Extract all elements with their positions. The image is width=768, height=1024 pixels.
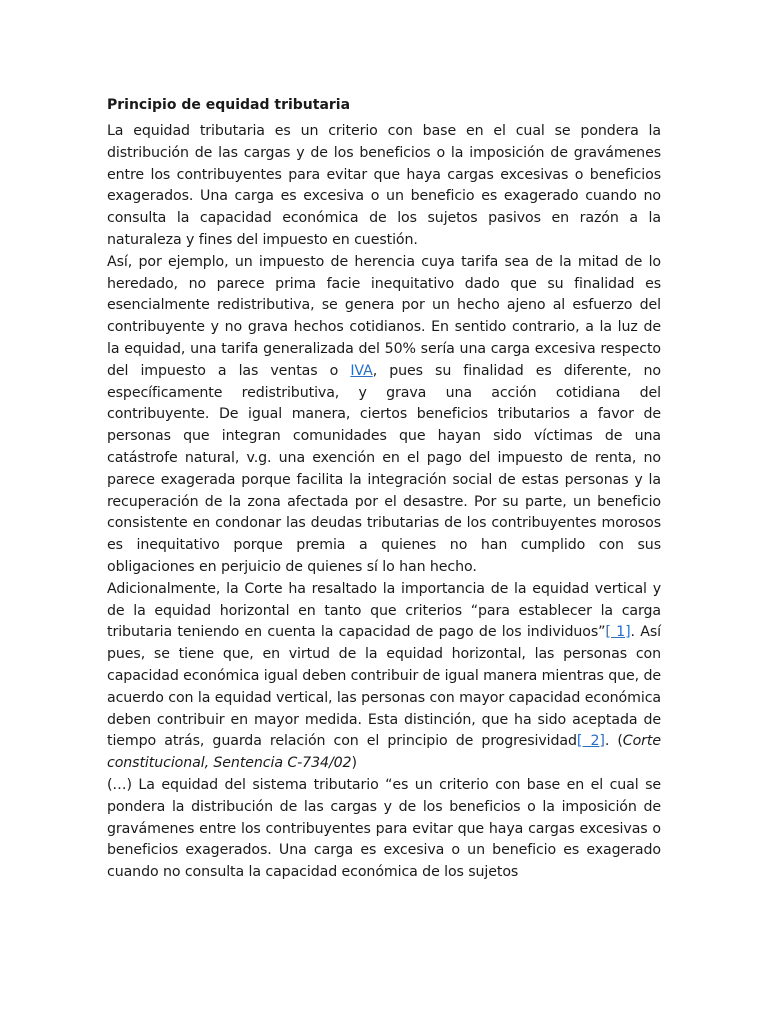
paragraph-vertical-horizontal — [107, 579, 661, 775]
citation-text: Corte constitucional, Sentencia C-734/02 — [107, 733, 661, 772]
paragraph-definition: La equidad tributaria es un criterio con base en el cual se pondera la distribución de las cargas y de los beneficios o la imposición de gravámenes entre los contribuyentes para evitar que haya cargas excesivas o beneficios exagerados. Una carga es excesiva o un beneficio es exagerado cuando no consulta la capacidad económica de los sujetos pasivos en razón a la naturaleza y fines del impuesto en cuestión. — [107, 123, 661, 248]
document-page — [107, 95, 661, 884]
paragraph-vh-text-a: Adicionalmente, la Corte ha resaltado la importancia de la equidad vertical y de la equidad horizontal en tanto que criterios “para establecer la carga tributaria teniendo en cuenta la capacidad de pago de los individuos” — [107, 580, 661, 641]
paragraph-vh-text-c: . ( — [604, 733, 623, 750]
paragraph-example-text-a: Así, por ejemplo, un impuesto de herencia cuya tarifa sea de la mitad de lo heredado, no parece prima facie inequitativo dado que su finalidad es esencialmente redistributiva, se genera por un hecho ajeno al esfuerzo del contribuyente y no grava hechos cotidianos. En sentido contrario, a la luz de la equidad, una tarifa generalizada del 50% sería una carga excesiva respecto del impuesto a las ventas o — [107, 253, 661, 379]
iva-link[interactable]: IVA — [350, 362, 373, 379]
footnote-link-2[interactable]: [ 2] — [576, 733, 605, 750]
paragraph-vh-text-b: . Así pues, se tiene que, en virtud de la equidad horizontal, las personas con capacidad económica igual deben contribuir de igual manera mientras que, de acuerdo con la equidad vertical, las personas con mayor capacidad económica deben contribuir en mayor medida. Esta distinción, que ha sido aceptada de tiempo atrás, guarda relación con el principio de progresividad — [107, 624, 662, 750]
document-heading: Principio de equidad tributaria — [107, 97, 351, 113]
paragraph-vh-text-d: ) — [351, 755, 357, 772]
paragraph-example-text-b: , pues su finalidad es diferente, no específicamente redistributiva, y grava una acción cotidiana del contribuyente. De igual manera, ciertos beneficios tributarios a favor de personas que integran comunidades que hayan sido víctimas de una catástrofe natural, v.g. una exención en el pago del impuesto de renta, no parece exagerada porque facilita la integración social de estas personas y la recuperación de la zona afectada por el desastre. Por su parte, un beneficio consistente en condonar las deudas tributarias de los contribuyentes morosos es inequitativo porque premia a quienes no han cumplido con sus obligaciones en perjuicio de quienes sí lo han hecho. — [107, 362, 661, 575]
footnote-link-1[interactable]: [ 1] — [605, 624, 631, 641]
paragraph-quote: (…) La equidad del sistema tributario “es un criterio con base en el cual se pondera la distribución de las cargas y de los beneficios o la imposición de gravámenes entre los contribuyentes para evitar que haya cargas excesivas o beneficios exagerados. Una carga es excesiva o un beneficio es exagerado cuando no consulta la capacidad económica de los sujetos — [107, 776, 661, 881]
paragraph-example — [107, 252, 661, 579]
